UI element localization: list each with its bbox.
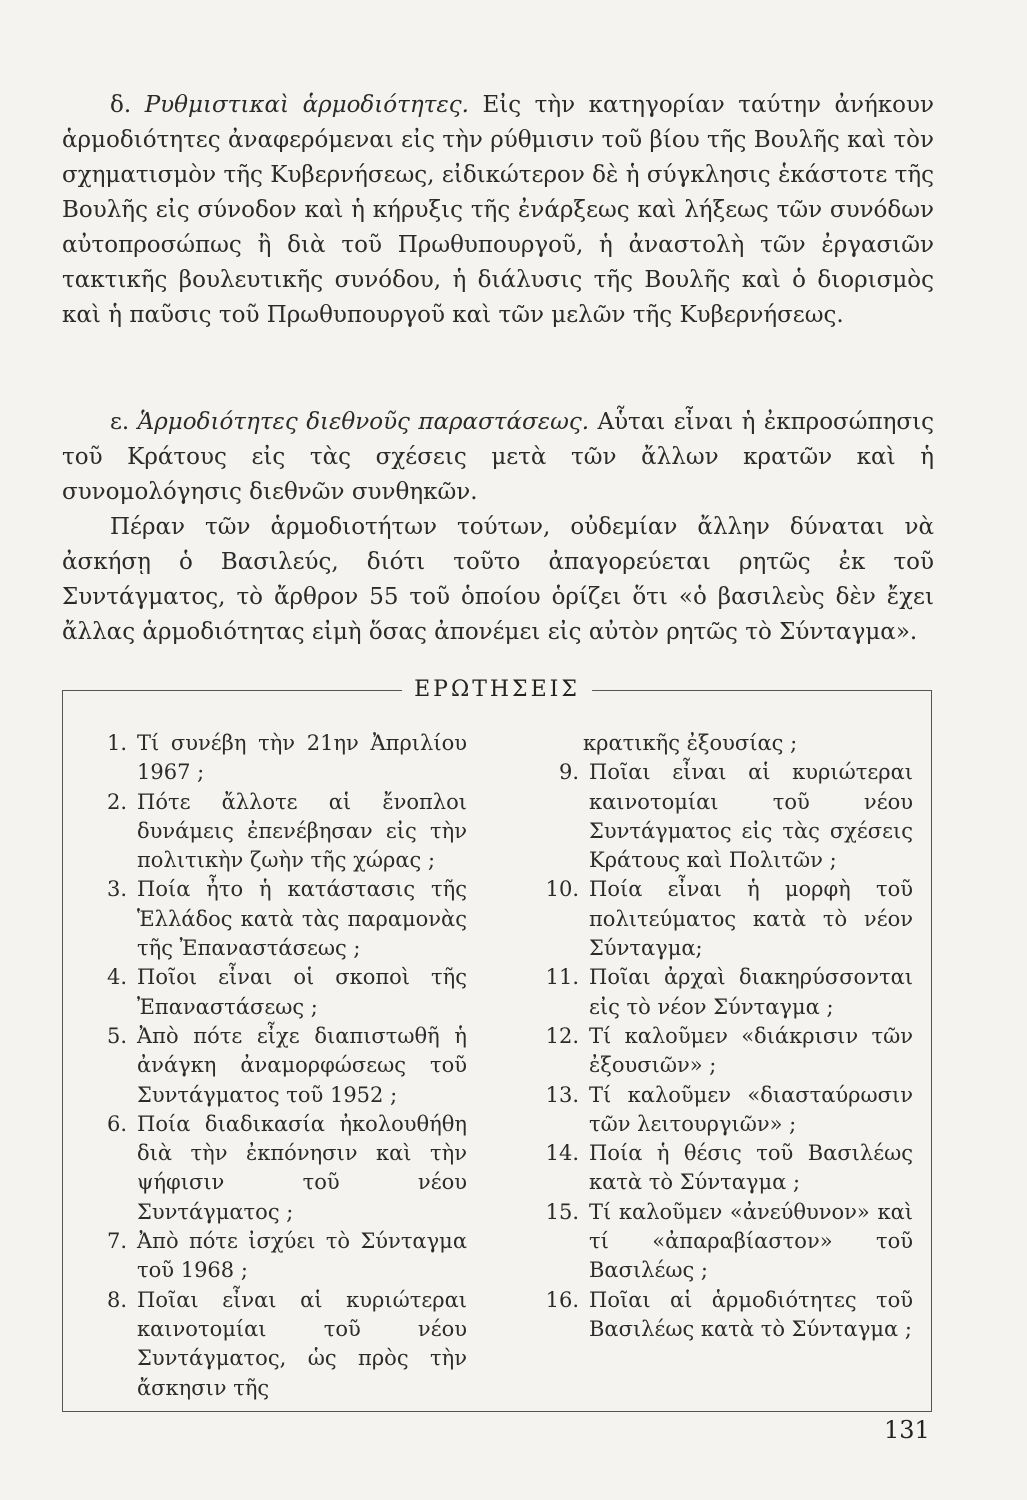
question-text: Ποῖαι εἶναι αἱ κυριώτεραι καινοτομίαι τοῦ νέου Συντάγματος, ὡς πρὸς τὴν ἄσκησιν τῆς <box>137 1287 467 1400</box>
question-continuation: κρατικῆς ἐξουσίας ; <box>583 731 798 755</box>
question-number: 10. <box>545 877 579 902</box>
question-text: Ποῖαι εἶναι αἱ κυριώτεραι καινοτομίαι τοῦ νέου Συντάγματος εἰς τὰς σχέσεις Κράτους καὶ Πολιτῶν ; <box>589 760 913 873</box>
paragraph-title: Ἁρμοδιότητες διεθνοῦς παραστάσεως. <box>137 409 590 435</box>
question-item <box>533 1198 913 1286</box>
paragraph-body: Πέραν τῶν ἁρμοδιοτήτων τούτων, οὐδεμίαν ἄλλην δύναται νὰ ἀσκήσῃ ὁ Βασιλεύς, διότι τοῦτο ἀπαγορεύεται ρητῶς ἐκ τοῦ Συντάγματος, τὸ ἄρθρον 55 τοῦ ὁποίου ὁρίζει ὅτι «ὁ βασιλεὺς δὲν ἔχει ἄλλας ἁρμοδιότητας εἰμὴ ὅσας ἀπονέμει εἰς αὐτὸν ρητῶς τὸ Σύνταγμα». <box>62 514 934 645</box>
question-item <box>87 875 467 963</box>
question-number: 14. <box>545 1141 579 1166</box>
question-text: Τί καλοῦμεν «διασταύρωσιν τῶν λειτουργιῶν» ; <box>589 1082 913 1136</box>
question-item <box>533 1081 913 1140</box>
questions-left-column <box>87 729 467 1403</box>
question-text: Ποῖαι ἀρχαὶ διακηρύσσονται εἰς τὸ νέον Σύνταγμα ; <box>589 965 913 1019</box>
question-text: Ποία ἡ θέσις τοῦ Βασιλέως κατὰ τὸ Σύνταγμα ; <box>589 1141 913 1195</box>
question-item <box>533 1286 913 1345</box>
question-text: Ποία εἶναι ἡ μορφὴ τοῦ πολιτεύματος κατὰ τὸ νέον Σύνταγμα; <box>589 877 913 961</box>
questions-right-column <box>533 729 913 1344</box>
questions-title: ΕΡΩΤΗΣΕΙΣ <box>402 677 592 702</box>
question-item <box>533 875 913 963</box>
paragraph-body: Εἰς τὴν κατηγορίαν ταύτην ἀνήκουν ἁρμοδιότητες ἀναφερόμεναι εἰς τὴν ρύθμισιν τοῦ βίου τῆς Βουλῆς καὶ τὸν σχηματισμὸν τῆς Κυβερνήσεως, εἰδικώτερον δὲ ἡ σύγκλησις ἑκάστοτε τῆς Βουλῆς εἰς σύνοδον καὶ ἡ κήρυξις τῆς ἐνάρξεως καὶ λήξεως τῶν συνόδων αὐτοπροσώπως ἢ διὰ τοῦ Πρωθυπουργοῦ, ἡ ἀναστολὴ τῶν ἐργασιῶν τακτικῆς βουλευτικῆς συνόδου, ἡ διάλυσις τῆς Βουλῆς καὶ ὁ διορισμὸς καὶ ἡ παῦσις τοῦ Πρωθυπουργοῦ καὶ τῶν μελῶν τῆς Κυβερνήσεως. <box>62 92 934 328</box>
question-text: Ποία διαδικασία ἠκολουθήθη διὰ τὴν ἐκπόνησιν καὶ τὴν ψήφισιν τοῦ νέου Συντάγματος ; <box>137 1111 467 1224</box>
question-item <box>87 1286 467 1403</box>
question-number: 6. <box>106 1111 127 1136</box>
question-number: 16. <box>545 1287 579 1312</box>
question-number: 3. <box>106 877 127 902</box>
question-number: 2. <box>106 789 127 814</box>
paragraph-body: Αὗται εἶναι ἡ ἐκπροσώπησις τοῦ Κράτους εἰς τὰς σχέσεις μετὰ τῶν ἄλλων κρατῶν καὶ ἡ συνομολόγησις διεθνῶν συνθηκῶν. <box>62 409 935 505</box>
question-text: Ποῖοι εἶναι οἱ σκοποὶ τῆς Ἐπαναστάσεως ; <box>137 965 467 1019</box>
question-text: Τί καλοῦμεν «διάκρισιν τῶν ἐξουσιῶν» ; <box>589 1023 913 1078</box>
paragraph-regulatory-powers <box>62 88 934 333</box>
paragraph-title: Ρυθμιστικαὶ ἁρμοδιότητες. <box>144 92 469 118</box>
question-item <box>533 1022 913 1081</box>
paragraph-international-powers <box>62 405 934 510</box>
page-number: 131 <box>884 1416 930 1444</box>
question-text: Ποῖαι αἱ ἁρμοδιότητες τοῦ Βασιλέως κατὰ τὸ Σύνταγμα ; <box>589 1287 913 1341</box>
question-number: 12. <box>545 1023 579 1048</box>
question-number: 13. <box>545 1082 579 1107</box>
question-item <box>87 963 467 1022</box>
paragraph-label: δ. <box>110 92 132 118</box>
question-text: Τί συνέβη τὴν 21ην Ἀπριλίου 1967 ; <box>137 731 467 785</box>
paragraph-limits <box>62 510 934 650</box>
questions-box <box>62 677 932 1412</box>
question-text: Τί καλοῦμεν «ἀνεύθυνον» καὶ τί «ἀπαραβίαστον» τοῦ Βασιλέως ; <box>589 1199 913 1283</box>
question-text: Ἀπὸ πότε ἰσχύει τὸ Σύνταγμα τοῦ 1968 ; <box>137 1229 467 1283</box>
question-number: 15. <box>545 1199 579 1224</box>
question-item <box>533 758 913 875</box>
question-number: 8. <box>106 1287 127 1312</box>
question-text: Ἀπὸ πότε εἶχε διαπιστωθῆ ἡ ἀνάγκη ἀναμορφώσεως τοῦ Συντάγματος τοῦ 1952 ; <box>137 1023 467 1107</box>
question-number: 5. <box>106 1023 127 1048</box>
question-item <box>87 1227 467 1286</box>
question-number: 4. <box>106 965 127 990</box>
question-number: 7. <box>106 1229 127 1254</box>
paragraph-label: ε. <box>110 409 130 435</box>
question-text: Πότε ἄλλοτε αἱ ἔνοπλοι δυνάμεις ἐπενέβησαν εἰς τὴν πολιτικὴν ζωὴν τῆς χώρας ; <box>137 789 467 873</box>
question-item <box>87 1110 467 1227</box>
question-item <box>87 729 467 788</box>
question-number: 1. <box>106 731 127 755</box>
question-item <box>87 1022 467 1110</box>
question-number: 9. <box>558 760 579 785</box>
question-item <box>533 963 913 1022</box>
question-text: Ποία ἦτο ἡ κατάστασις τῆς Ἑλλάδος κατὰ τὰς παραμονὰς τῆς Ἐπαναστάσεως ; <box>137 877 467 961</box>
question-item <box>87 788 467 876</box>
question-number: 11. <box>545 965 579 990</box>
question-item <box>533 1139 913 1198</box>
